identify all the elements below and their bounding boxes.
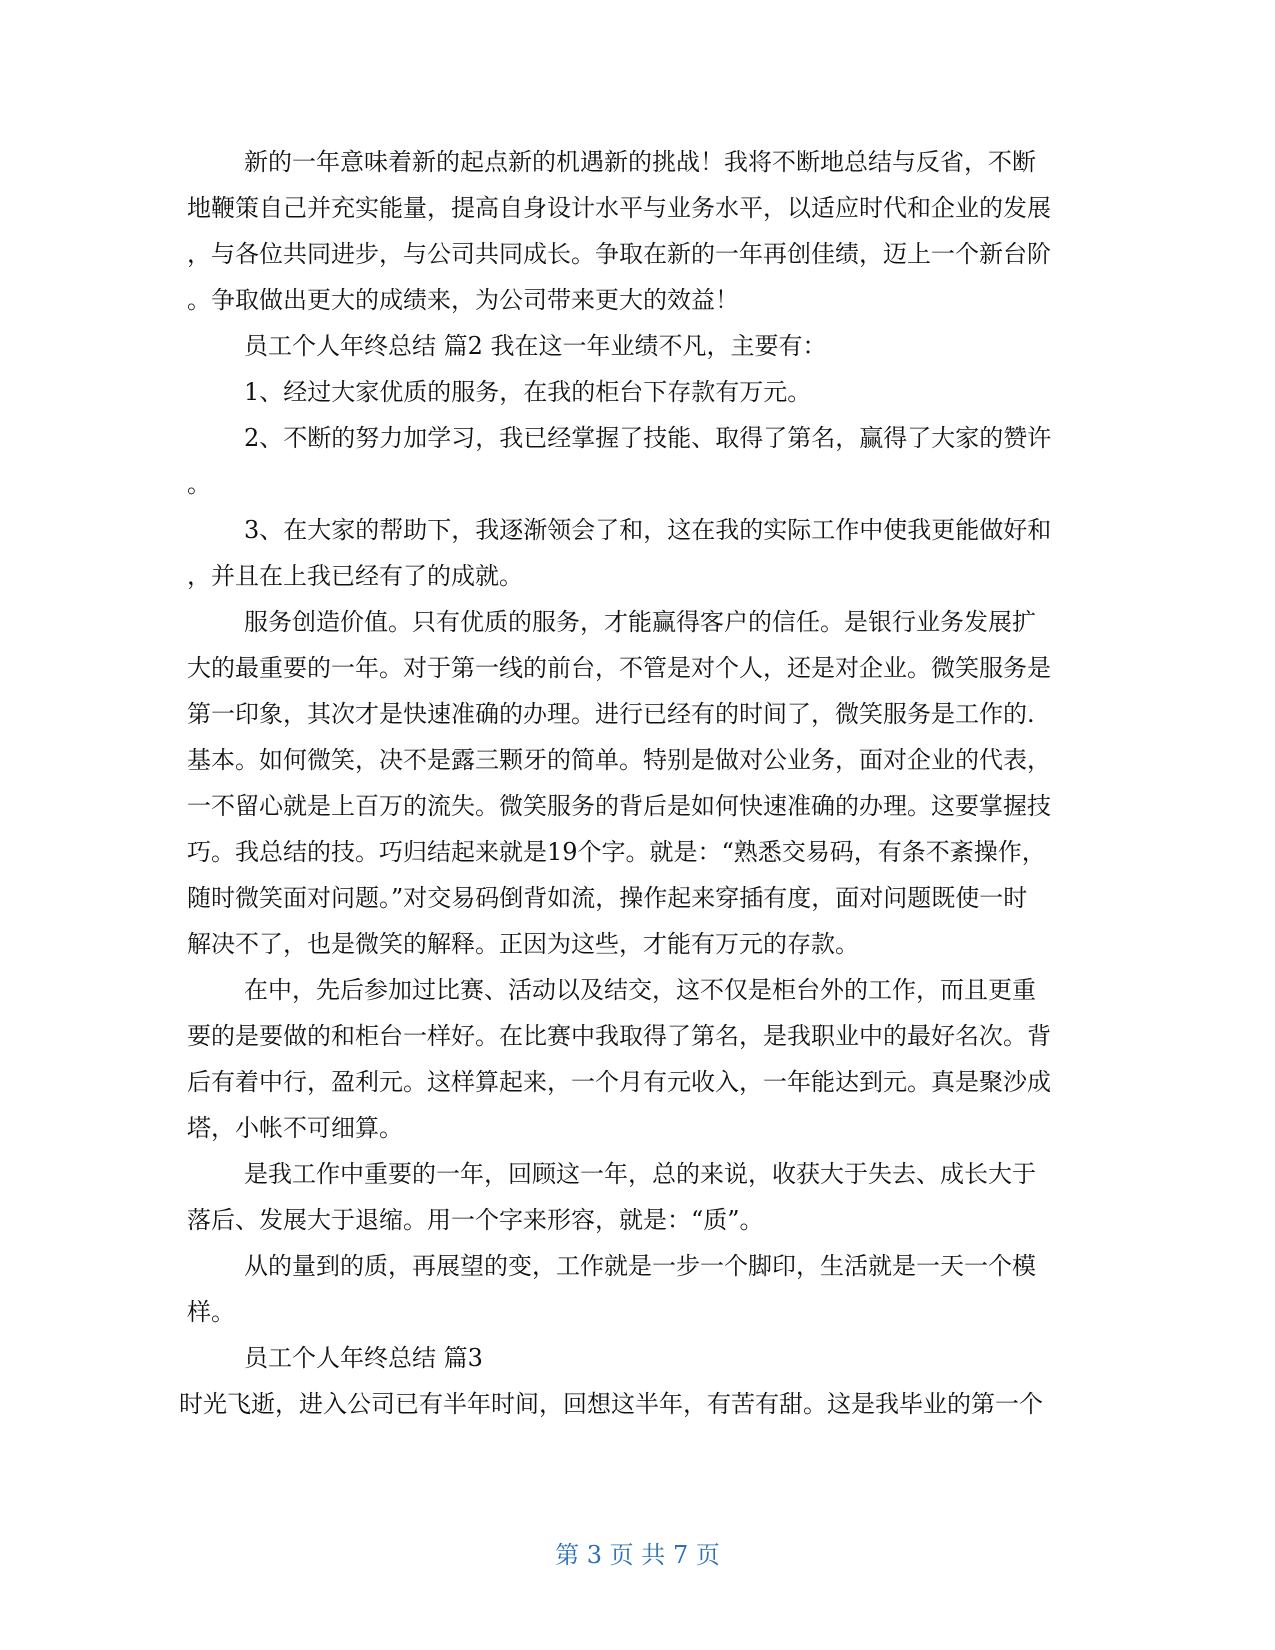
section-heading: 员工个人年终总结 篇3 [244,1344,483,1372]
list-item: 1、经过大家优质的服务，在我的柜台下存款有万元。 [244,378,812,406]
text-line: ，与各位共同进步，与公司共同成长。争取在新的一年再创佳绩，迈上一个新台阶 [187,240,1051,268]
text-line: 第一印象，其次才是快速准确的办理。进行已经有的时间了，微笑服务是工作的. [187,700,1035,728]
text-line: 从的量到的质，再展望的变，工作就是一步一个脚印，生活就是一天一个模 [244,1252,1036,1280]
text-line: 要的是要做的和柜台一样好。在比赛中我取得了第名，是我职业中的最好名次。背 [187,1022,1051,1050]
text-line: 时光飞逝，进入公司已有半年时间，回想这半年，有苦有甜。这是我毕业的第一个 [179,1390,1043,1418]
text-line: 地鞭策自己并充实能量，提高自身设计水平与业务水平，以适应时代和企业的发展 [187,194,1051,222]
text-line: 服务创造价值。只有优质的服务，才能赢得客户的信任。是银行业务发展扩 [244,608,1036,636]
text-line: 是我工作中重要的一年，回顾这一年，总的来说，收获大于失去、成长大于 [244,1160,1036,1188]
text-line: 在中，先后参加过比赛、活动以及结交，这不仅是柜台外的工作，而且更重 [244,976,1036,1004]
text-line: 。争取做出更大的成绩来，为公司带来更大的效益！ [187,286,739,314]
text-line: 一不留心就是上百万的流失。微笑服务的背后是如何快速准确的办理。这要掌握技 [187,792,1051,820]
text-line: 随时微笑面对问题。”对交易码倒背如流，操作起来穿插有度，面对问题既使一时 [187,884,1028,912]
page-footer [0,1537,1275,1573]
text-line: 巧。我总结的技。巧归结起来就是19个字。就是：“熟悉交易码，有条不紊操作， [187,838,1046,866]
list-item: 3、在大家的帮助下，我逐渐领会了和，这在我的实际工作中使我更能做好和 [244,516,1052,544]
list-item: 2、不断的努力加学习，我已经掌握了技能、取得了第名，赢得了大家的赞许 [244,424,1052,452]
text-line: 。 [187,470,211,498]
text-line: 落后、发展大于退缩。用一个字来形容，就是：“质”。 [187,1206,764,1234]
page-number: 第 3 页 共 7 页 [555,1541,720,1569]
text-line: ，并且在上我已经有了的成就。 [187,562,523,590]
text-line: 后有着中行，盈利元。这样算起来，一个月有元收入，一年能达到元。真是聚沙成 [187,1068,1051,1096]
section-heading: 员工个人年终总结 篇2 我在这一年业绩不凡，主要有： [244,332,827,360]
text-line: 样。 [187,1298,235,1326]
text-line: 基本。如何微笑，决不是露三颗牙的简单。特别是做对公业务，面对企业的代表， [187,746,1051,774]
text-line: 塔，小帐不可细算。 [187,1114,403,1142]
text-line: 解决不了，也是微笑的解释。正因为这些，才能有万元的存款。 [187,930,859,958]
text-line: 新的一年意味着新的起点新的机遇新的挑战！我将不断地总结与反省，不断 [244,148,1036,176]
text-line: 大的最重要的一年。对于第一线的前台，不管是对个人，还是对企业。微笑服务是 [187,654,1051,682]
